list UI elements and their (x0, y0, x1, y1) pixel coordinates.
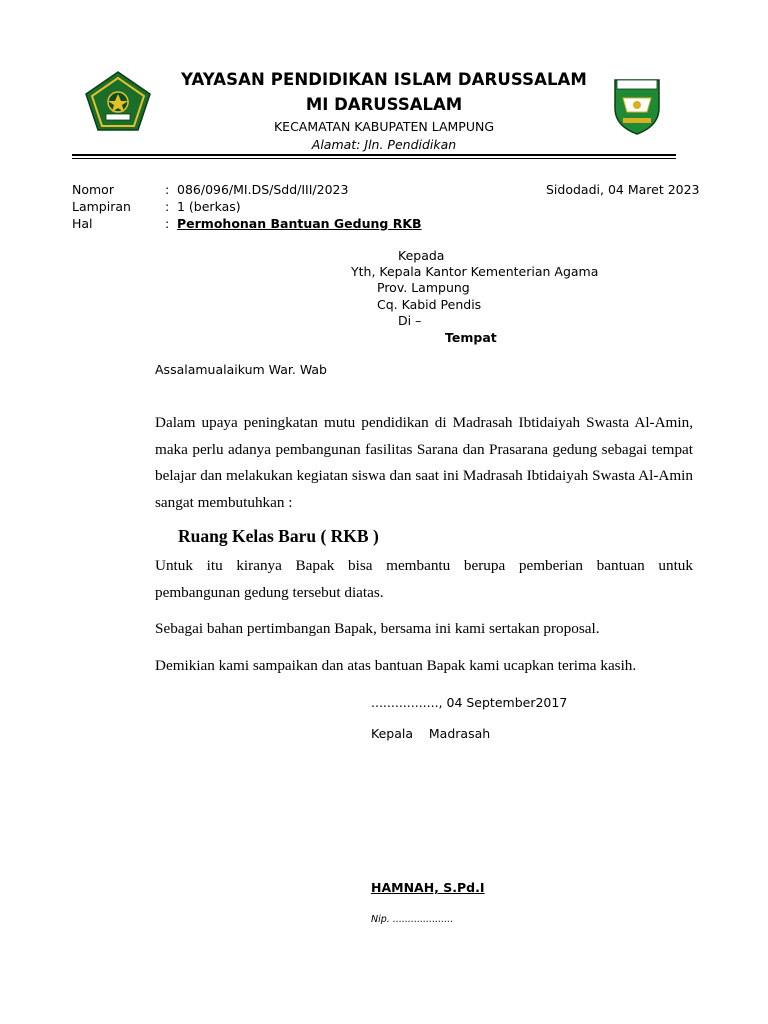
address-line: Alamat: Jln. Pendidikan (311, 137, 457, 152)
hal-colon: : (165, 216, 170, 231)
letter-date: Sidodadi, 04 Maret 2023 (546, 182, 700, 197)
greeting: Assalamualaikum War. Wab (155, 362, 327, 377)
institution-title: YAYASAN PENDIDIKAN ISLAM DARUSSALAM (181, 70, 587, 89)
paragraph-2: Untuk itu kiranya Bapak bisa membantu berupa pemberian bantuan untuk pembangunan gedung tersebut diatas. (155, 557, 693, 601)
lampiran-label: Lampiran (72, 199, 131, 214)
hal-label: Hal (72, 216, 93, 231)
nomor-value: 086/096/MI.DS/Sdd/III/2023 (177, 182, 349, 197)
signature-place-date: ................., 04 September2017 (371, 695, 568, 710)
signatory-nip: Nip. .................... (371, 914, 454, 925)
recipient-tempat: Tempat (445, 330, 497, 345)
hal-value: Permohonan Bantuan Gedung RKB (177, 216, 422, 231)
rkb-heading: Ruang Kelas Baru ( RKB ) (178, 526, 379, 546)
district-line: KECAMATAN KABUPATEN LAMPUNG (273, 119, 495, 134)
recipient-cq: Cq. Kabid Pendis (377, 297, 482, 312)
paragraph-3: Sebagai bahan pertimbangan Bapak, bersama ini kami sertakan proposal. (155, 620, 600, 637)
recipient-kepada: Kepada (398, 248, 445, 263)
regional-shield-emblem-icon (611, 74, 663, 140)
signature-position: Kepala Madrasah (371, 726, 491, 741)
header-divider-thick (72, 154, 676, 156)
header-divider-thin (72, 158, 676, 159)
paragraph-4: Demikian kami sampaikan dan atas bantuan Bapak kami ucapkan terima kasih. (155, 657, 637, 674)
lampiran-colon: : (165, 199, 170, 214)
recipient-di: Di – (398, 313, 422, 328)
nomor-label: Nomor (72, 182, 114, 197)
paragraph-1: Dalam upaya peningkatan mutu pendidikan di Madrasah Ibtidaiyah Swasta Al-Amin, maka perlu adanya pembangunan fasilitas Sarana dan Prasarana gedung sebagai tempat belajar dan melakukan kegiatan siswa dan saat ini Madrasah Ibtidaiyah Swasta Al-Amin sangat membutuhkan : (155, 414, 693, 511)
recipient-yth: Yth, Kepala Kantor Kementerian Agama (351, 264, 599, 279)
nomor-colon: : (165, 182, 170, 197)
recipient-prov: Prov. Lampung (377, 280, 470, 295)
school-name: MI DARUSSALAM (305, 95, 463, 114)
lampiran-value: 1 (berkas) (177, 199, 241, 214)
kemenag-emblem-icon (84, 70, 152, 136)
signatory-name: HAMNAH, S.Pd.I (371, 880, 485, 895)
